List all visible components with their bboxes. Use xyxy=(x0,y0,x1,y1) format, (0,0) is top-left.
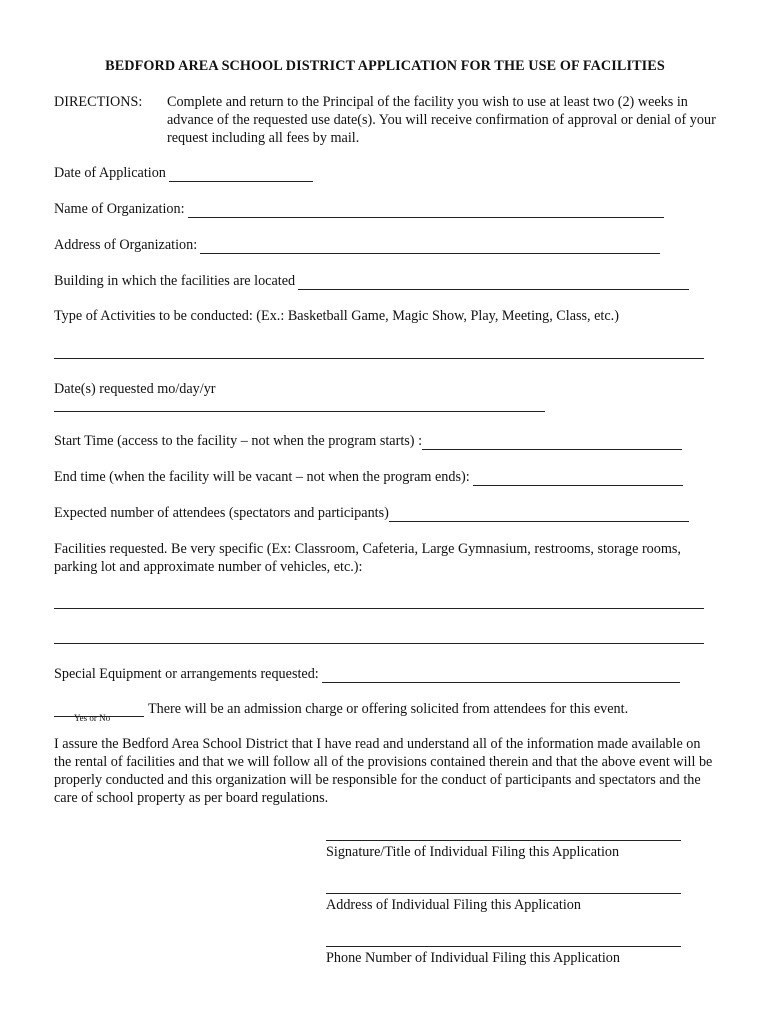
date-of-application-label: Date of Application xyxy=(54,165,166,181)
signature-title-label: Signature/Title of Individual Filing this Application xyxy=(326,844,620,860)
end-time-field[interactable] xyxy=(473,471,683,486)
type-of-activities-label: Type of Activities to be conducted: (Ex.: Basketball Game, Magic Show, Play, Meeting, Class, etc.) xyxy=(54,308,619,324)
signature-title-field[interactable] xyxy=(326,840,681,841)
date-of-application-row xyxy=(54,164,313,182)
end-time-row xyxy=(54,468,683,486)
start-time-label: Start Time (access to the facility – not when the program starts) : xyxy=(54,433,423,449)
directions-text: Complete and return to the Principal of the facility you wish to use at least two (2) weeks in advance of the requested use date(s). You will receive confirmation of approval or denial of your request including all fees by mail. xyxy=(167,94,716,146)
building-field[interactable] xyxy=(298,275,689,290)
form-title: BEDFORD AREA SCHOOL DISTRICT APPLICATION FOR THE USE OF FACILITIES xyxy=(105,58,665,74)
end-time-label: End time (when the facility will be vacant – not when the program ends): xyxy=(54,469,470,485)
name-of-organization-label: Name of Organization: xyxy=(54,201,185,217)
building-row xyxy=(54,272,689,290)
directions-label: DIRECTIONS: xyxy=(54,94,143,110)
expected-attendees-row xyxy=(54,504,689,522)
name-of-organization-row xyxy=(54,200,664,218)
expected-attendees-field[interactable] xyxy=(389,507,689,522)
address-of-organization-label: Address of Organization: xyxy=(54,237,198,253)
individual-address-field[interactable] xyxy=(326,893,681,894)
dates-requested-field[interactable] xyxy=(54,411,545,412)
individual-phone-label: Phone Number of Individual Filing this Application xyxy=(326,950,620,966)
individual-address-label: Address of Individual Filing this Application xyxy=(326,897,581,913)
start-time-field[interactable] xyxy=(422,435,682,450)
yes-no-caption: Yes or No xyxy=(74,713,111,723)
type-of-activities-field[interactable] xyxy=(54,358,704,359)
date-of-application-field[interactable] xyxy=(169,167,313,182)
assurance-paragraph: I assure the Bedford Area School District that I have read and understand all of the information made available on the rental of facilities and that we will follow all of the provisions contained therein and that the above event will be properly conducted and this organization will be responsible for the conduct of participants and spectators and the care of school property as per board regulations. xyxy=(54,736,713,806)
special-equipment-label: Special Equipment or arrangements requested: xyxy=(54,666,319,682)
start-time-row xyxy=(54,432,682,450)
expected-attendees-label: Expected number of attendees (spectators and participants) xyxy=(54,505,389,521)
address-of-organization-row xyxy=(54,236,660,254)
facilities-requested-field-1[interactable] xyxy=(54,608,704,609)
facilities-requested-label: Facilities requested. Be very specific (Ex: Classroom, Cafeteria, Large Gymnasium, restrooms, storage rooms, parking lot and approximate number of vehicles, etc.): xyxy=(54,541,681,575)
address-of-organization-field[interactable] xyxy=(200,239,660,254)
facilities-requested-field-2[interactable] xyxy=(54,643,704,644)
special-equipment-field[interactable] xyxy=(322,668,680,683)
name-of-organization-field[interactable] xyxy=(188,203,664,218)
special-equipment-row xyxy=(54,665,680,683)
type-of-activities-row xyxy=(54,307,619,325)
dates-requested-row xyxy=(54,380,216,398)
admission-charge-row xyxy=(148,700,628,718)
dates-requested-label: Date(s) requested mo/day/yr xyxy=(54,381,216,397)
admission-charge-label: There will be an admission charge or offering solicited from attendees for this event. xyxy=(148,701,629,717)
building-label: Building in which the facilities are located xyxy=(54,273,296,289)
individual-phone-field[interactable] xyxy=(326,946,681,947)
